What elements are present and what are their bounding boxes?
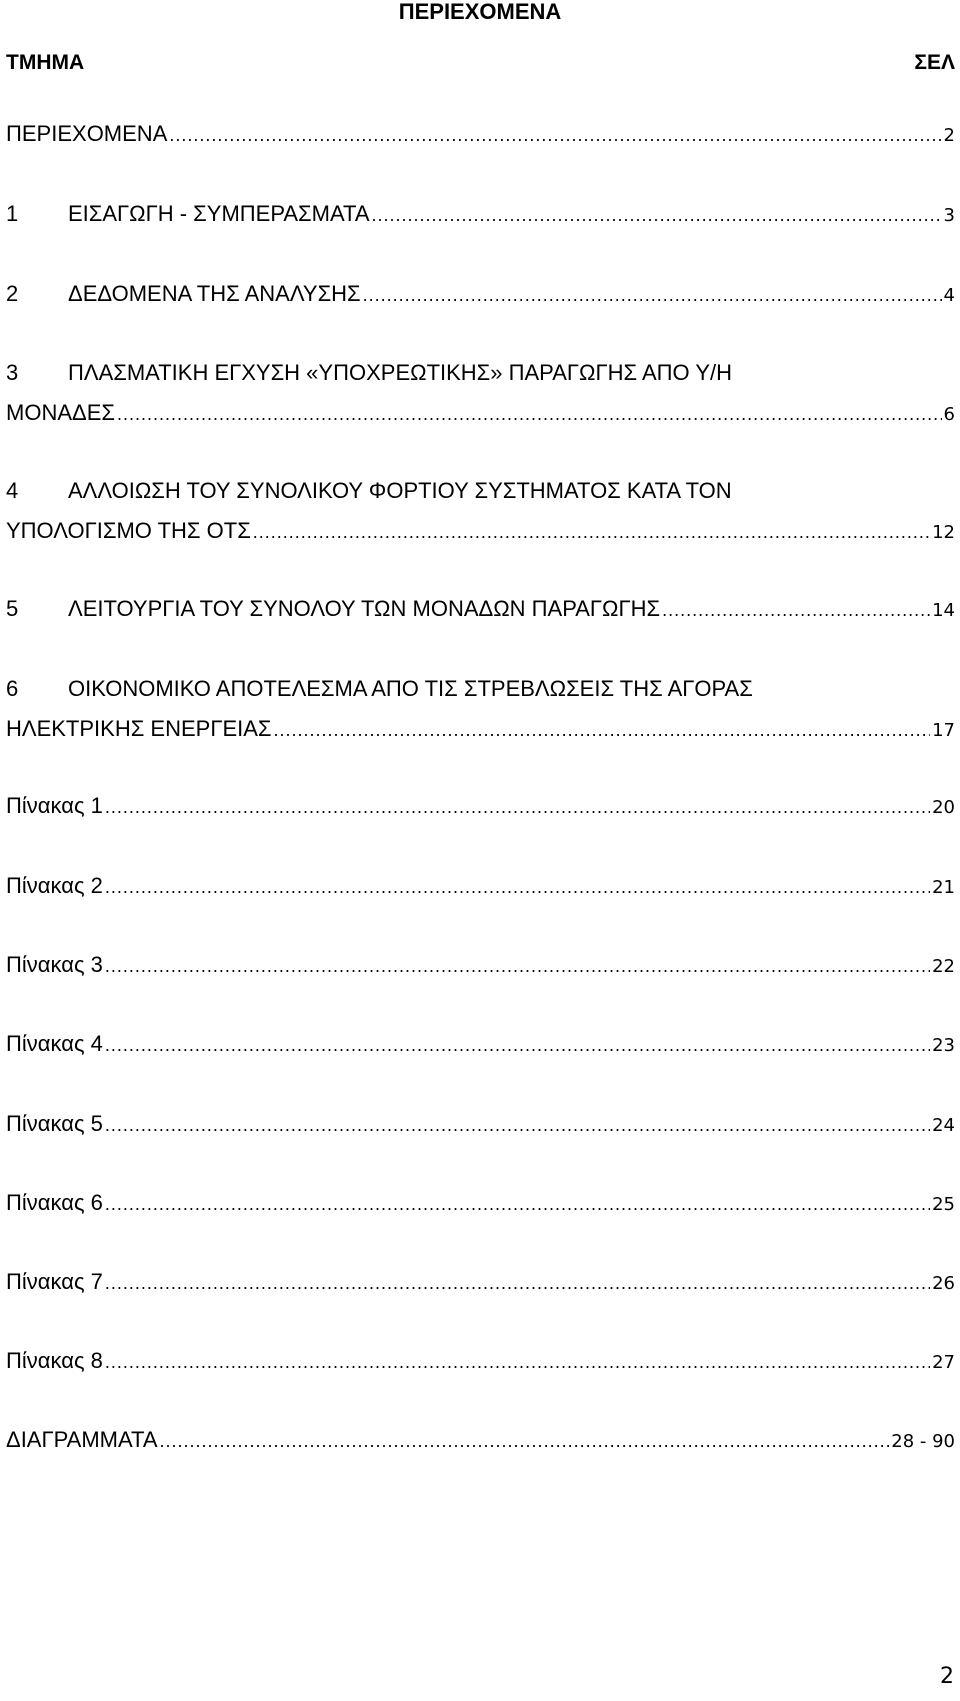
toc-leader-dots [372, 195, 942, 235]
toc-leader-dots [105, 946, 930, 986]
toc-entry-page: 14 [932, 600, 955, 621]
toc-entry-text: ΥΠΟΛΟΓΙΣΜΟ ΤΗΣ ΟΤΣ [6, 518, 251, 543]
toc-entry[interactable] [6, 353, 955, 435]
toc-entry-text: ΗΛΕΚΤΡΙΚΗΣ ΕΝΕΡΓΕΙΑΣ [6, 716, 272, 741]
toc-entry-page: 20 [932, 797, 955, 818]
toc-leader-dots [117, 394, 942, 434]
toc-entry-page: 28 - 90 [891, 1431, 955, 1452]
toc-entry-text: ΛΕΙΤΟΥΡΓΙΑ ΤΟΥ ΣΥΝΟΛΟΥ ΤΩΝ ΜΟΝΑΔΩΝ ΠΑΡΑΓΩΓΗΣ [68, 596, 661, 621]
toc-entry-number: 4 [6, 478, 19, 503]
toc-entry-text: ΜΟΝΑΔΕΣ [6, 400, 115, 425]
toc-entry[interactable] [6, 114, 955, 156]
toc-entry-page: 17 [932, 720, 955, 741]
toc-entry[interactable] [6, 1024, 955, 1066]
toc-entry[interactable] [6, 1104, 955, 1146]
toc-entry[interactable] [6, 786, 955, 828]
toc-entry-text: Πίνακας 7 [6, 1269, 103, 1294]
toc-entry-number: 6 [6, 676, 19, 701]
toc-entry-text: Πίνακας 3 [6, 952, 103, 977]
toc-entry-page: 22 [932, 956, 955, 977]
toc-entry[interactable] [6, 669, 955, 751]
page-number: 2 [940, 1664, 954, 1689]
page-title: ΠΕΡΙΕΧΟΜΕΝΑ [398, 0, 562, 24]
toc-entry-text: ΔΙΑΓΡΑΜΜΑΤΑ [6, 1427, 158, 1452]
toc-entry-page: 3 [943, 205, 955, 226]
toc-entry-page: 25 [932, 1194, 955, 1215]
toc-entry-page: 6 [943, 404, 955, 425]
toc-entry-page: 2 [943, 125, 955, 146]
toc-entry-page: 12 [932, 522, 955, 543]
toc-entry-text: ΕΙΣΑΓΩΓΗ - ΣΥΜΠΕΡΑΣΜΑΤΑ [68, 201, 370, 226]
toc-entry-text: ΠΕΡΙΕΧΟΜΕΝΑ [6, 121, 168, 146]
toc-entry-number: 1 [6, 201, 19, 226]
toc-leader-dots [363, 275, 942, 315]
toc-entry-text: Πίνακας 1 [6, 793, 103, 818]
toc-entry-text-line1: ΠΛΑΣΜΑΤΙΚΗ ΕΓΧΥΣΗ «ΥΠΟΧΡΕΩΤΙΚΗΣ» ΠΑΡΑΓΩΓΗΣ ΑΠΟ Υ/Η [68, 360, 733, 385]
toc-entry-page: 23 [932, 1035, 955, 1056]
toc-entry-text: Πίνακας 8 [6, 1348, 103, 1373]
toc-entry-number: 3 [6, 360, 19, 385]
toc-entry[interactable] [6, 945, 955, 987]
toc-leader-dots [105, 1025, 930, 1065]
toc-leader-dots [274, 710, 931, 750]
toc-entry-text: Πίνακας 5 [6, 1111, 103, 1136]
toc-entry-text: Πίνακας 4 [6, 1031, 103, 1056]
toc-entry-page: 26 [932, 1273, 955, 1294]
toc-entry-text: ΔΕΔΟΜΕΝΑ ΤΗΣ ΑΝΑΛΥΣΗΣ [68, 281, 361, 306]
toc-leader-dots [105, 1105, 930, 1145]
toc-leader-dots [160, 1421, 890, 1461]
toc-entry[interactable] [6, 1183, 955, 1225]
section-column-header: ΤΜΗΜΑ [6, 51, 85, 74]
toc-entry-page: 27 [932, 1352, 955, 1373]
toc-leader-dots [662, 590, 930, 630]
toc-entry[interactable] [6, 1341, 955, 1383]
toc-entry[interactable] [6, 1420, 955, 1462]
toc-entry[interactable] [6, 274, 955, 316]
toc-leader-dots [105, 1263, 930, 1303]
page-column-header: ΣΕΛ [914, 51, 955, 74]
toc-entry[interactable] [6, 471, 955, 553]
toc-entry-number: 5 [6, 596, 19, 621]
toc-leader-dots [105, 1184, 930, 1224]
toc-entry-number: 2 [6, 281, 19, 306]
toc-entry-text-line1: ΟΙΚΟΝΟΜΙΚΟ ΑΠΟΤΕΛΕΣΜΑ ΑΠΟ ΤΙΣ ΣΤΡΕΒΛΩΣΕΙΣ ΤΗΣ ΑΓΟΡΑΣ [68, 676, 753, 701]
toc-entry-page: 21 [932, 877, 955, 898]
toc-entry[interactable] [6, 866, 955, 908]
toc-entry[interactable] [6, 194, 955, 236]
toc-entry[interactable] [6, 589, 955, 631]
toc-entry-text-line1: ΑΛΛΟΙΩΣΗ ΤΟΥ ΣΥΝΟΛΙΚΟΥ ΦΟΡΤΙΟΥ ΣΥΣΤΗΜΑΤΟΣ ΚΑΤΑ ΤΟΝ [68, 478, 732, 503]
toc-leader-dots [253, 512, 930, 552]
toc-entry-text: Πίνακας 2 [6, 873, 103, 898]
toc-entry-page: 4 [943, 285, 955, 306]
toc-leader-dots [105, 787, 930, 827]
toc-entry-page: 24 [932, 1115, 955, 1136]
toc-entry[interactable] [6, 1262, 955, 1304]
toc-leader-dots [105, 1342, 930, 1382]
toc-entry-text: Πίνακας 6 [6, 1190, 103, 1215]
toc-leader-dots [105, 867, 930, 907]
toc-leader-dots [169, 115, 941, 155]
